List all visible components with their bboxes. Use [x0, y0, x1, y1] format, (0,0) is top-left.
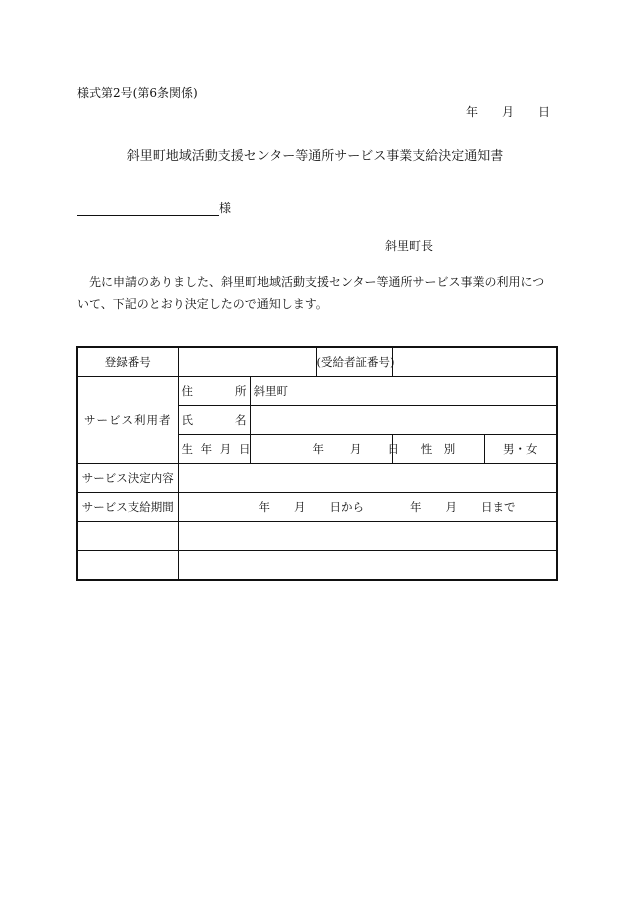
birth-month: 月 [350, 442, 362, 456]
registration-value [178, 347, 316, 377]
blank-cell [178, 551, 557, 581]
recipient-name-blank [77, 203, 219, 216]
recipient-cert-value [392, 347, 557, 377]
decision-label: サービス決定内容 [77, 464, 178, 493]
birth-day: 日 [387, 442, 399, 456]
sex-value: 男・女 [484, 435, 557, 464]
blank-cell [178, 522, 557, 551]
notice-body: 先に申請のありました、斜里町地域活動支援センター等通所サービス事業の利用について、下記のとおり決定したので通知します。 [77, 275, 545, 311]
table-row [77, 493, 557, 522]
birthdate-value [250, 435, 399, 464]
form-reference: 様式第2号(第6条関係) [77, 86, 198, 100]
address-value: 斜里町 [250, 377, 557, 406]
decision-value [178, 464, 557, 493]
date-day: 日 [538, 105, 551, 119]
birth-year: 年 [312, 442, 324, 456]
sex-label: 性 別 [392, 435, 484, 464]
table-row [77, 347, 557, 377]
period-value [178, 493, 557, 522]
issuer-name: 斜里町長 [385, 239, 434, 253]
registration-label: 登録番号 [77, 347, 178, 377]
name-label-second: 名 [235, 413, 247, 427]
table-row [77, 551, 557, 581]
birthdate-label: 生 年 月 日 [178, 435, 250, 464]
recipient-line [77, 199, 231, 216]
decision-table [76, 346, 558, 581]
period-to-day: 日まで [481, 500, 516, 514]
blank-cell [77, 522, 178, 551]
address-label-second: 所 [235, 384, 247, 398]
period-from-month: 月 [294, 500, 306, 514]
date-year: 年 [466, 105, 479, 119]
period-from-year: 年 [258, 500, 270, 514]
date-month: 月 [502, 105, 515, 119]
blank-cell [77, 551, 178, 581]
address-label [178, 377, 250, 406]
service-user-label: サービス利用者 [77, 377, 178, 464]
issue-date [466, 103, 550, 120]
name-label-first: 氏 [181, 413, 193, 427]
recipient-suffix: 様 [219, 201, 232, 215]
address-label-first: 住 [181, 384, 193, 398]
period-from-day: 日から [329, 500, 364, 514]
recipient-cert-label: (受給者証番号) [316, 347, 392, 377]
table-row [77, 464, 557, 493]
name-value [250, 406, 557, 435]
table-row [77, 377, 557, 406]
period-label: サービス支給期間 [77, 493, 178, 522]
name-label [178, 406, 250, 435]
period-to-year: 年 [410, 500, 422, 514]
document-title: 斜里町地域活動支援センター等通所サービス事業支給決定通知書 [126, 149, 504, 164]
table-row [77, 522, 557, 551]
period-to-month: 月 [445, 500, 457, 514]
